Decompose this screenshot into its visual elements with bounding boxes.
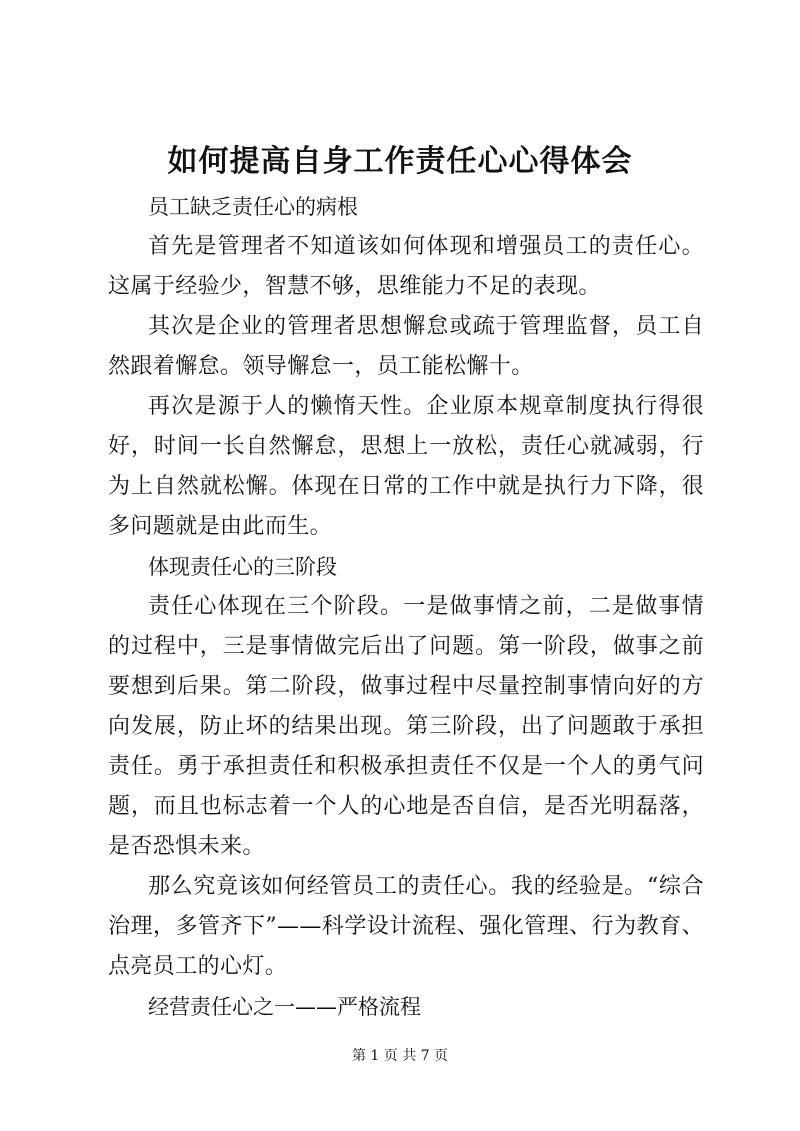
section-heading: 员工缺乏责任心的病根 [148, 195, 358, 219]
section-heading: 体现责任心的三阶段 [148, 555, 337, 579]
paragraph: 那么究竟该如何经管员工的责任心。我的经验是。“综合治理，多管齐下”——科学设计流程、强化管理、行为教育、点亮员工的心灯。 [108, 874, 704, 979]
page-footer: 第 1 页 共 7 页 [351, 1048, 449, 1064]
paragraph: 再次是源于人的懒惰天性。企业原本规章制度执行得很好，时间一长自然懈怠，思想上一放松，责任心就减弱，行为上自然就松懈。体现在日常的工作中就是执行力下降，很多问题就是由此而生。 [108, 394, 704, 539]
section-heading: 经营责任心之一——严格流程 [148, 995, 421, 1019]
paragraph: 其次是企业的管理者思想懈怠或疏于管理监督，员工自然跟着懈怠。领导懈怠一，员工能松懈十。 [108, 314, 704, 379]
paragraph: 首先是管理者不知道该如何体现和增强员工的责任心。这属于经验少，智慧不够，思维能力不足的表现。 [108, 234, 704, 299]
document-title: 如何提高自身工作责任心心得体会 [167, 144, 633, 179]
paragraph: 责任心体现在三个阶段。一是做事情之前，二是做事情的过程中，三是事情做完后出了问题。第一阶段，做事之前要想到后果。第二阶段，做事过程中尽量控制事情向好的方向发展，防止坏的结果出现。第三阶段，出了问题敢于承担责任。勇于承担责任和积极承担责任不仅是一个人的勇气问题，而且也标志着一个人的心地是否自信，是否光明磊落，是否恐惧未来。 [108, 594, 704, 859]
document-body [108, 187, 704, 1027]
